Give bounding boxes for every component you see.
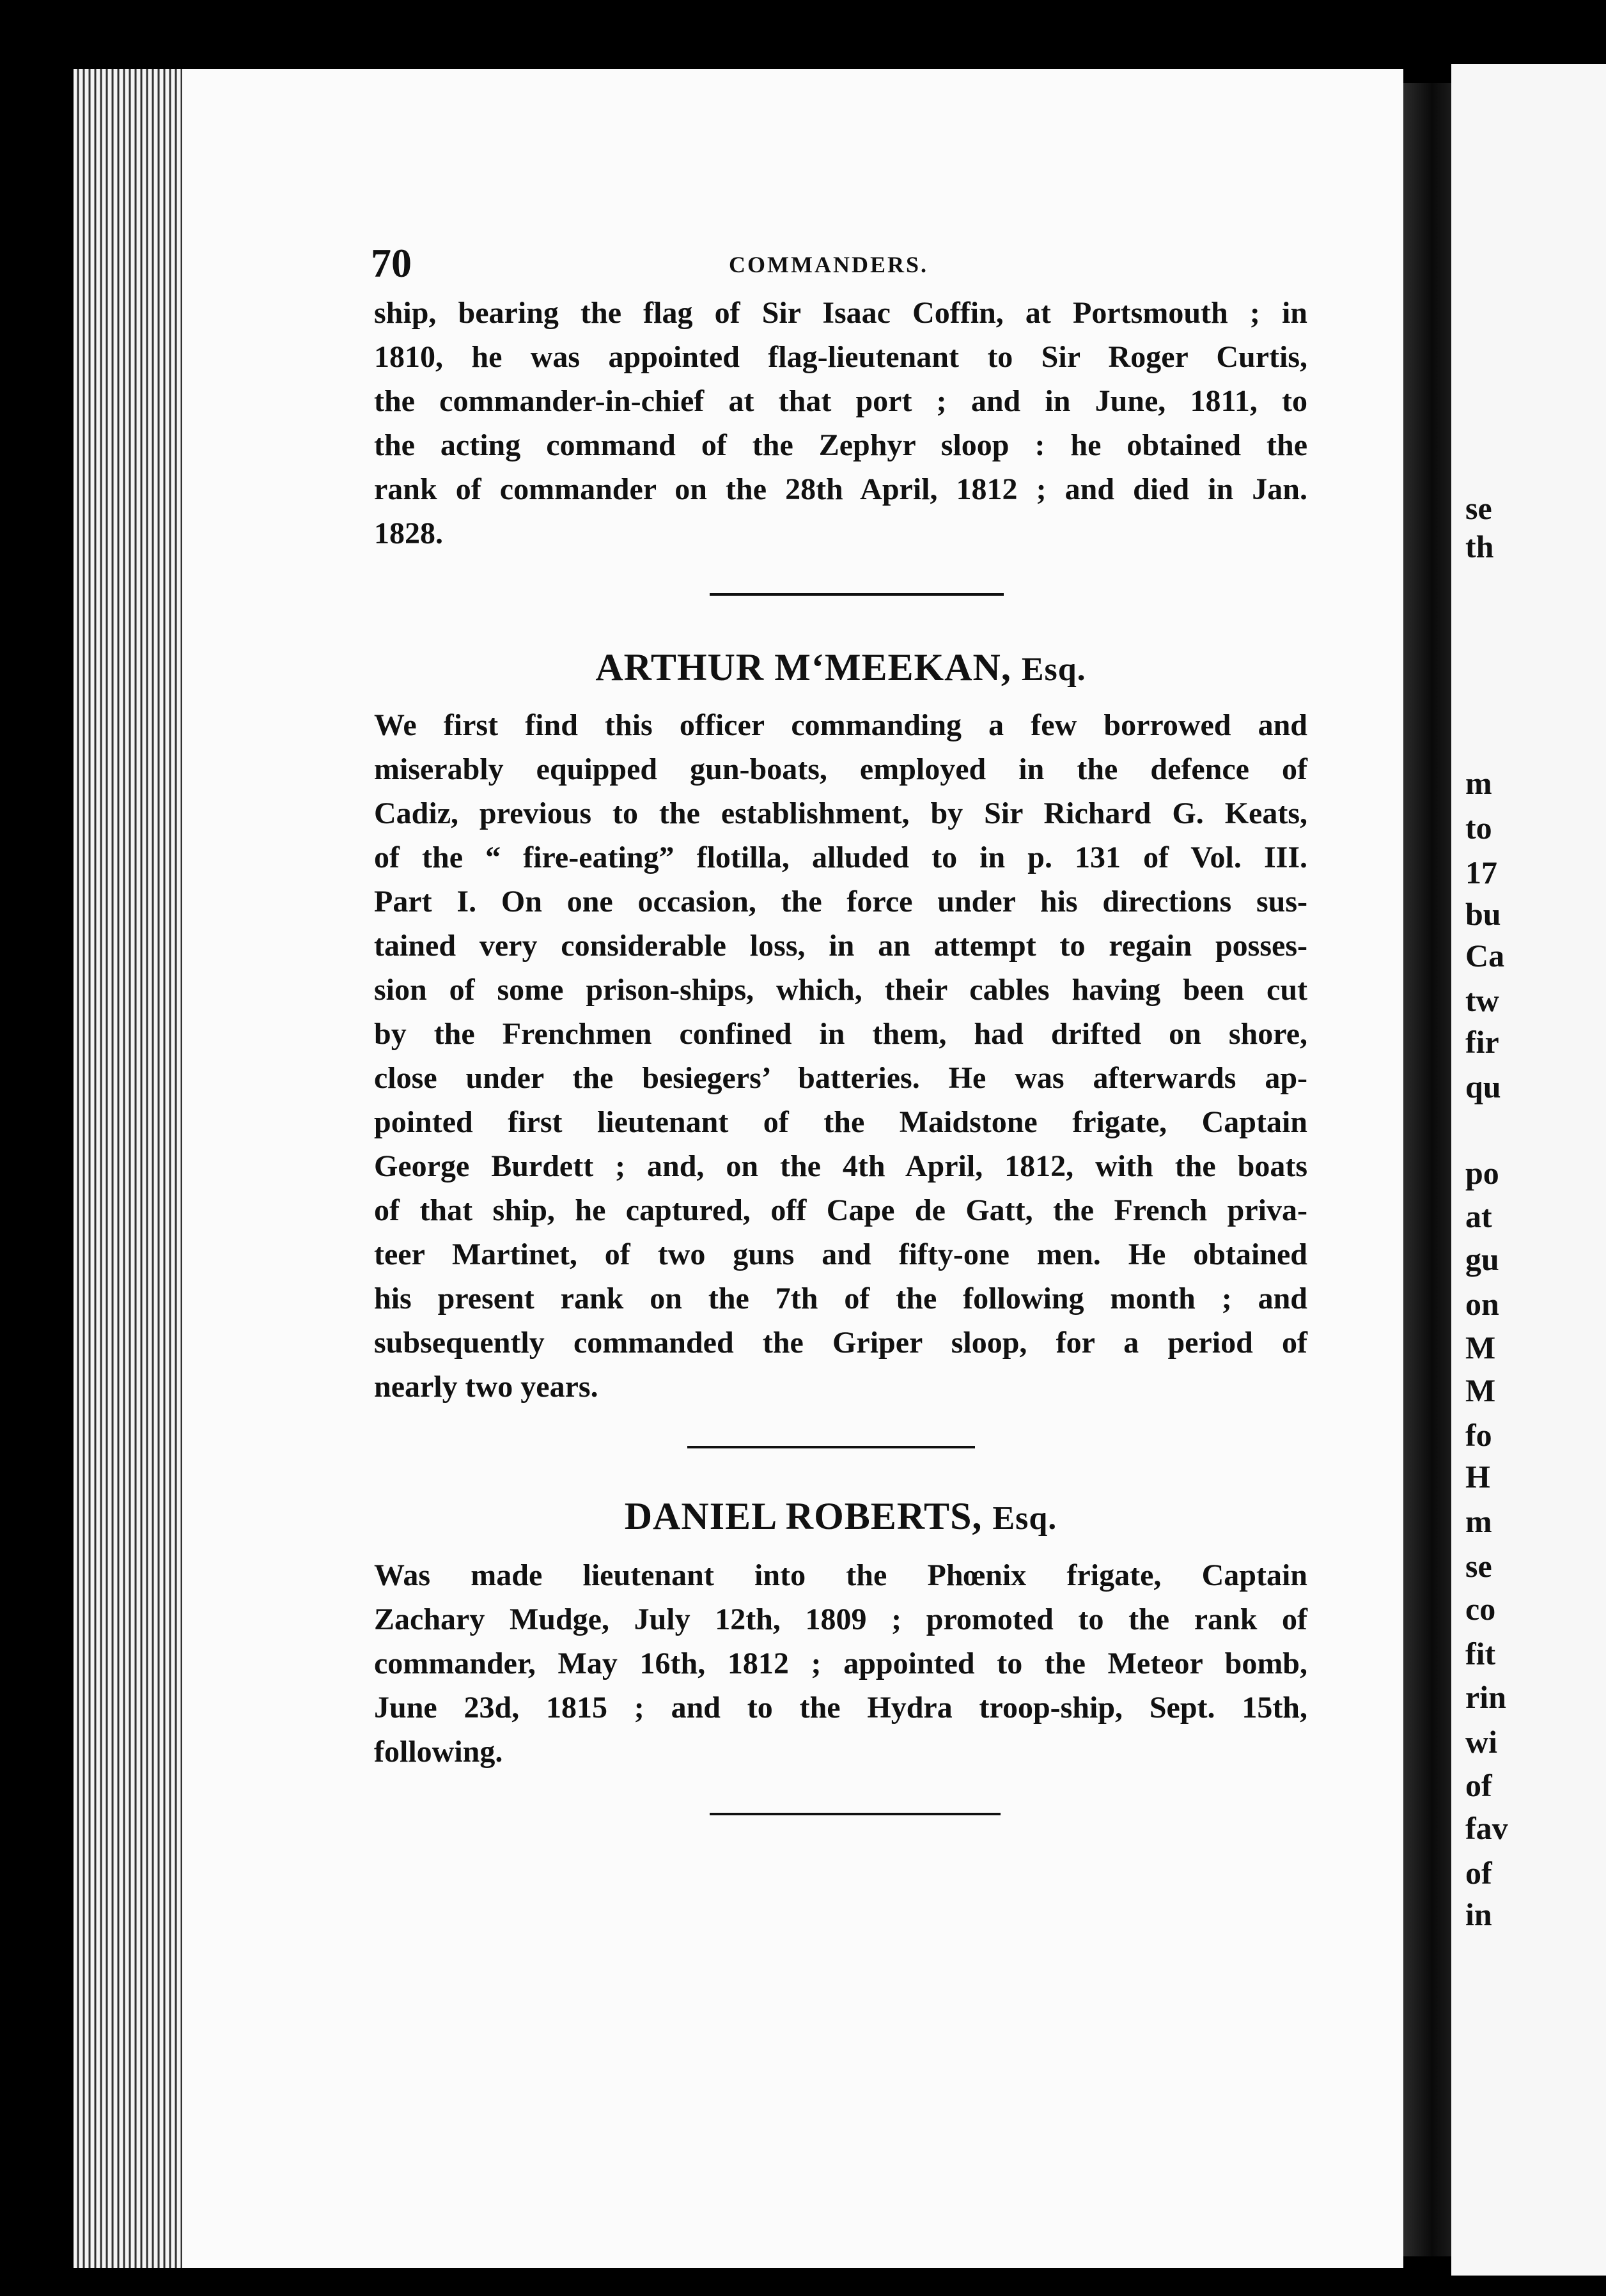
text-line: Was made lieutenant into the Phœnix frigate, Captain bbox=[374, 1558, 1307, 1592]
heading-esq: Esq. bbox=[992, 1500, 1057, 1537]
page-number: 70 bbox=[371, 240, 412, 286]
facing-page-text-fragment: Ca bbox=[1465, 938, 1505, 973]
text-line: his present rank on the 7th of the following month ; and bbox=[374, 1282, 1307, 1315]
facing-page-text-fragment: wi bbox=[1465, 1724, 1497, 1760]
facing-page-text-fragment: M bbox=[1465, 1330, 1496, 1365]
facing-page-text-fragment: fo bbox=[1465, 1417, 1492, 1453]
heading-name: ARTHUR M‘MEEKAN, bbox=[595, 646, 1011, 688]
text-line: commander, May 16th, 1812 ; appointed to the Meteor bomb, bbox=[374, 1647, 1307, 1680]
text-line: of that ship, he captured, off Cape de Gatt, the French priva- bbox=[374, 1193, 1307, 1227]
text-line: rank of commander on the 28th April, 1812 ; and died in Jan. bbox=[374, 472, 1307, 506]
facing-page-text-fragment: 17 bbox=[1465, 855, 1497, 890]
text-line: nearly two years. bbox=[374, 1370, 598, 1404]
text-line: subsequently commanded the Griper sloop, for a period of bbox=[374, 1326, 1307, 1360]
facing-page-text-fragment: co bbox=[1465, 1591, 1496, 1627]
facing-page-text-fragment: po bbox=[1465, 1155, 1499, 1191]
text-line: We first find this officer commanding a few borrowed and bbox=[374, 708, 1307, 742]
text-line: close under the besiegers’ batteries. He was afterwards ap- bbox=[374, 1061, 1307, 1095]
facing-page-text-fragment: at bbox=[1465, 1198, 1492, 1234]
section-divider bbox=[687, 1446, 975, 1448]
facing-page-text-fragment: fir bbox=[1465, 1024, 1499, 1060]
text-line: teer Martinet, of two guns and fifty-one men. He obtained bbox=[374, 1237, 1307, 1271]
text-line: Cadiz, previous to the establishment, by Sir Richard G. Keats, bbox=[374, 796, 1307, 830]
facing-page-text-fragment: th bbox=[1465, 529, 1494, 564]
facing-page-text-fragment: of bbox=[1465, 1855, 1492, 1891]
facing-page-text-fragment: m bbox=[1465, 765, 1492, 801]
text-line: by the Frenchmen confined in them, had drifted on shore, bbox=[374, 1017, 1307, 1051]
continuation-paragraph bbox=[374, 291, 1307, 555]
text-line: miserably equipped gun-boats, employed in the defence of bbox=[374, 752, 1307, 786]
text-line: George Burdett ; and, on the 4th April, 1812, with the boats bbox=[374, 1149, 1307, 1183]
text-line: sion of some prison-ships, which, their cables having been cut bbox=[374, 973, 1307, 1007]
facing-page-text-fragment: to bbox=[1465, 810, 1492, 846]
facing-page-text-fragment: H bbox=[1465, 1459, 1490, 1494]
section-heading-roberts bbox=[374, 1494, 1307, 1539]
facing-page-fragment bbox=[1451, 64, 1606, 2276]
section-divider bbox=[710, 593, 1004, 596]
text-line: June 23d, 1815 ; and to the Hydra troop-ship, Sept. 15th, bbox=[374, 1691, 1307, 1725]
facing-page-text-fragment: m bbox=[1465, 1503, 1492, 1539]
facing-page-text-fragment: bu bbox=[1465, 896, 1501, 932]
running-title: COMMANDERS. bbox=[729, 252, 928, 277]
facing-page-text-fragment: tw bbox=[1465, 982, 1499, 1018]
facing-page-text-fragment: M bbox=[1465, 1372, 1496, 1408]
facing-page-text-fragment: in bbox=[1465, 1897, 1492, 1932]
facing-page-text-fragment: of bbox=[1465, 1767, 1492, 1803]
facing-page-text-fragment: gu bbox=[1465, 1241, 1499, 1277]
heading-esq: Esq. bbox=[1021, 651, 1086, 688]
facing-page-text-fragment: se bbox=[1465, 1548, 1492, 1584]
facing-page-text-fragment: fav bbox=[1465, 1810, 1508, 1846]
text-line: the commander-in-chief at that port ; and in June, 1811, to bbox=[374, 384, 1307, 418]
book-gutter bbox=[1403, 83, 1451, 2256]
roberts-paragraph bbox=[374, 1553, 1307, 1774]
section-divider bbox=[710, 1813, 1001, 1815]
text-line: 1828. bbox=[374, 516, 443, 550]
text-line: Zachary Mudge, July 12th, 1809 ; promoted to the rank of bbox=[374, 1602, 1307, 1636]
text-line: Part I. On one occasion, the force under his directions sus- bbox=[374, 885, 1307, 919]
text-line: the acting command of the Zephyr sloop : he obtained the bbox=[374, 428, 1307, 462]
text-line: ship, bearing the flag of Sir Isaac Coffin, at Portsmouth ; in bbox=[374, 296, 1307, 330]
text-line: pointed first lieutenant of the Maidstone frigate, Captain bbox=[374, 1105, 1307, 1139]
heading-name: DANIEL ROBERTS, bbox=[624, 1495, 983, 1537]
mmeekan-paragraph bbox=[374, 703, 1307, 1409]
facing-page-text-fragment: on bbox=[1465, 1286, 1499, 1322]
text-line: of the “ fire-eating” flotilla, alluded to in p. 131 of Vol. III. bbox=[374, 841, 1307, 874]
facing-page-text-fragment: se bbox=[1465, 490, 1492, 526]
facing-page-text-fragment: fit bbox=[1465, 1636, 1496, 1672]
facing-page-text-fragment: rin bbox=[1465, 1679, 1506, 1715]
running-head bbox=[371, 240, 1330, 284]
section-heading-mmeekan bbox=[374, 646, 1307, 690]
text-line: following. bbox=[374, 1735, 503, 1769]
text-line: tained very considerable loss, in an attempt to regain posses- bbox=[374, 929, 1307, 963]
book-page-edges bbox=[74, 69, 182, 2268]
facing-page-text-fragment: qu bbox=[1465, 1069, 1501, 1105]
text-line: 1810, he was appointed flag-lieutenant to Sir Roger Curtis, bbox=[374, 340, 1307, 374]
